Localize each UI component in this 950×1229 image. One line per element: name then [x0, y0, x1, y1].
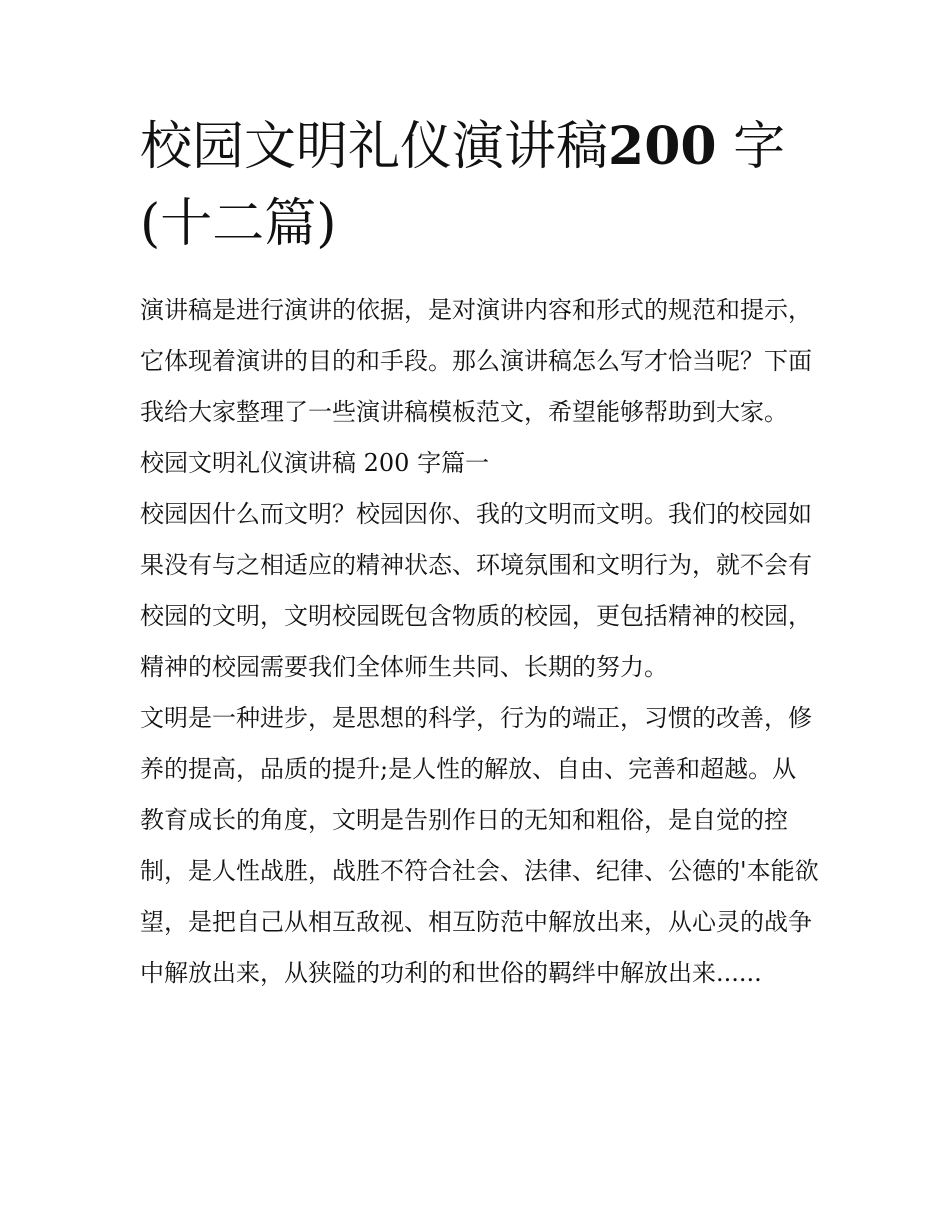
intro-paragraph: 演讲稿是进行演讲的依据，是对演讲内容和形式的规范和提示，它体现着演讲的目的和手段。那么演讲稿怎么写才恰当呢？下面我给大家整理了一些演讲稿模板范文，希望能够帮助到大家。 — [140, 296, 812, 426]
body-paragraph: 文明是一种进步，是思想的科学，行为的端正，习惯的改善，修养的提高，品质的提升;是人性的解放、自由、完善和超越。从教育成长的角度，文明是告别作日的无知和粗俗，是自觉的控制，是人性战胜，战胜不符合社会、法律、纪律、公德的'本能欲望，是把自己从相互敌视、相互防范中解放出来，从心灵的战争中解放出来，从狭隘的功利的和世俗的羁绊中解放出来...... — [140, 704, 819, 987]
document-page — [140, 108, 820, 999]
title-text-part1: 校园文明礼仪演讲稿 — [140, 117, 609, 177]
title-number: 200 — [608, 116, 717, 177]
title-text-part2: 字(十二篇) — [140, 117, 786, 254]
document-body — [140, 285, 820, 999]
section-heading: 校园文明礼仪演讲稿 200 字篇一 — [140, 449, 490, 477]
body-paragraph: 校园因什么而文明？校园因你、我的文明而文明。我们的校园如果没有与之相适应的精神状态、环境氛围和文明行为，就不会有校园的文明，文明校园既包含物质的校园，更包括精神的校园，精神的校园需要我们全体师生共同、长期的努力。 — [140, 500, 812, 681]
document-title — [140, 108, 820, 263]
